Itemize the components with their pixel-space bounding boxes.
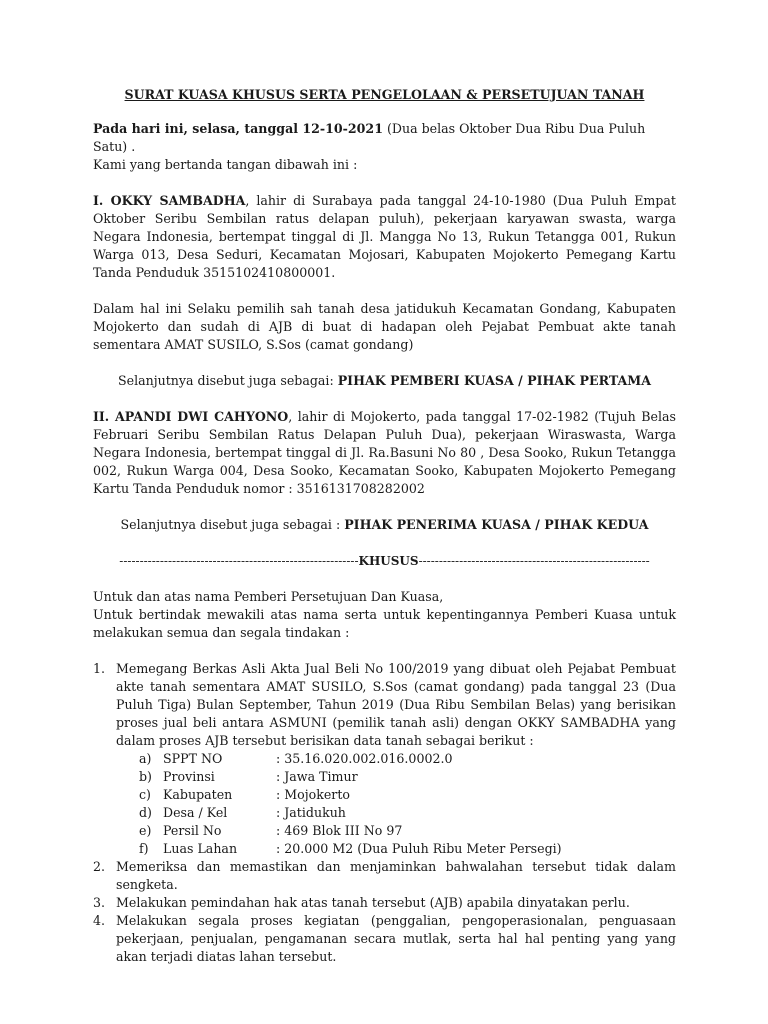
point-number: 2. xyxy=(93,859,106,874)
document-title: SURAT KUASA KHUSUS SERTA PENGELOLAAN & PERSETUJUAN TANAH xyxy=(124,87,645,102)
land-data-row xyxy=(139,768,676,786)
spacer xyxy=(93,534,676,552)
intro-line-1: Untuk dan atas nama Pemberi Persetujuan Dan Kuasa, xyxy=(93,589,444,604)
point-text: Memegang Berkas Asli Akta Jual Beli No 100/2019 yang dibuat oleh Pejabat Pembuat akte tanah sementara AMAT SUSILO, S.Sos (camat gondang) pada tanggal 23 (Dua Puluh Tiga) Bulan September, Tahun 2019 (Dua Ribu Sembilan Belas) yang berisikan proses jual beli antara ASMUNI (pemilik tanah asli) dengan OKKY SAMBADHA yang dalam proses AJB tersebut berisikan data tanah sebagai berikut : xyxy=(116,661,676,748)
point-text: Melakukan segala proses kegiatan (penggalian, pengoperasionalan, penguasaan pekerjaan, penjualan, pengamanan secara mutlak, serta hal hal penting yang yang akan terjadi diatas lahan tersebut. xyxy=(116,913,676,964)
authority-points-list xyxy=(93,660,676,966)
point-number: 3. xyxy=(93,895,106,910)
intro-line-2: Untuk bertindak mewakili atas nama serta untuk kepentingannya Pemberi Kuasa untuk melakukan semua dan segala tindakan : xyxy=(93,607,676,640)
land-data-row xyxy=(139,786,676,804)
list-item xyxy=(93,894,676,912)
opening-line-2: Kami yang bertanda tangan dibawah ini : xyxy=(93,157,358,172)
land-data-label: Desa / Kel xyxy=(163,805,228,820)
list-item xyxy=(93,912,676,966)
opening-line xyxy=(93,120,676,156)
party1-details: , lahir di Surabaya pada tanggal 24-10-1980 (Dua Puluh Empat Oktober Seribu Sembilan ratus delapan puluh), pekerjaan karyawan swasta, warga Negara Indonesia, bertempat tinggal di Jl. Mangga No 13, Rukun Tetangga 001, Rukun Warga 013, Desa Seduri, Kecamatan Mojosari, Kabupaten Mojokerto Pemegang Kartu Tanda Penduduk 3515102410800001. xyxy=(93,193,676,280)
land-data-value: : 35.16.020.002.016.0002.0 xyxy=(276,751,453,766)
spacer xyxy=(93,390,676,408)
land-data-value: : 20.000 M2 (Dua Puluh Ribu Meter Persegi) xyxy=(276,841,562,856)
land-data-label: SPPT NO xyxy=(163,751,223,766)
land-data-label: Provinsi xyxy=(163,769,215,784)
land-data-letter: d) xyxy=(139,805,152,820)
opening-date-words: (Dua belas Oktober Dua Ribu Dua Puluh Satu) . xyxy=(93,121,646,154)
spacer xyxy=(93,354,676,372)
party2-name: II. APANDI DWI CAHYONO xyxy=(93,409,289,424)
land-data-letter: f) xyxy=(139,841,149,856)
separator-right-dashes: --------------------------------------------------------- xyxy=(418,554,650,568)
land-data-row xyxy=(139,750,676,768)
land-data-row xyxy=(139,840,676,858)
land-data-label: Persil No xyxy=(163,823,222,838)
land-data-label: Kabupaten xyxy=(163,787,233,802)
separator-word: KHUSUS xyxy=(358,554,419,568)
land-data-list xyxy=(116,750,676,858)
party2-designation xyxy=(93,516,676,534)
party2-designation-prefix: Selanjutnya disebut juga sebagai : xyxy=(120,517,345,532)
list-item xyxy=(93,660,676,858)
spacer xyxy=(93,642,676,660)
separator-left-dashes: ----------------------------------------------------------- xyxy=(119,554,359,568)
spacer xyxy=(93,282,676,300)
land-data-row xyxy=(139,804,676,822)
land-data-label: Luas Lahan xyxy=(163,841,238,856)
spacer xyxy=(93,498,676,516)
khusus-separator xyxy=(93,552,676,570)
party1-ownership: Dalam hal ini Selaku pemilih sah tanah desa jatidukuh Kecamatan Gondang, Kabupaten Mojokerto dan sudah di AJB di buat di hadapan oleh Pejabat Pembuat akte tanah sementara AMAT SUSILO, S.Sos (camat gondang) xyxy=(93,301,676,352)
land-data-letter: a) xyxy=(139,751,152,766)
land-data-letter: b) xyxy=(139,769,152,784)
party1-designation-role: PIHAK PEMBERI KUASA / PIHAK PERTAMA xyxy=(337,373,651,388)
party1-name: I. OKKY SAMBADHA xyxy=(93,193,246,208)
party1-paragraph xyxy=(93,192,676,282)
land-data-value: : Mojokerto xyxy=(276,787,350,802)
land-data-letter: c) xyxy=(139,787,151,802)
land-data-value: : 469 Blok III No 97 xyxy=(276,823,403,838)
party2-designation-role: PIHAK PENERIMA KUASA / PIHAK KEDUA xyxy=(344,517,649,532)
point-number: 4. xyxy=(93,913,106,928)
list-item xyxy=(93,858,676,894)
point-number: 1. xyxy=(93,661,106,676)
land-data-value: : Jawa Timur xyxy=(276,769,358,784)
land-data-row xyxy=(139,822,676,840)
point-text: Melakukan pemindahan hak atas tanah tersebut (AJB) apabila dinyatakan perlu. xyxy=(116,895,630,910)
land-data-letter: e) xyxy=(139,823,152,838)
spacer xyxy=(93,174,676,192)
party1-designation xyxy=(93,372,676,390)
spacer xyxy=(93,570,676,588)
party2-paragraph xyxy=(93,408,676,498)
party1-designation-prefix: Selanjutnya disebut juga sebagai: xyxy=(118,373,338,388)
land-data-value: : Jatidukuh xyxy=(276,805,346,820)
party2-details: , lahir di Mojokerto, pada tanggal 17-02-1982 (Tujuh Belas Februari Seribu Sembilan Ratus Delapan Puluh Dua), pekerjaan Wiraswasta, Warga Negara Indonesia, bertempat tinggal di Jl. Ra.Basuni No 80 , Desa Sooko, Rukun Tetangga 002, Rukun Warga 004, Desa Sooko, Kecamatan Sooko, Kabupaten Mojokerto Pemegang Kartu Tanda Penduduk nomor : 3516131708282002 xyxy=(93,409,676,496)
opening-date: Pada hari ini, selasa, tanggal 12-10-2021 xyxy=(93,121,383,136)
point-text: Memeriksa dan memastikan dan menjaminkan bahwalahan tersebut tidak dalam sengketa. xyxy=(116,859,676,892)
